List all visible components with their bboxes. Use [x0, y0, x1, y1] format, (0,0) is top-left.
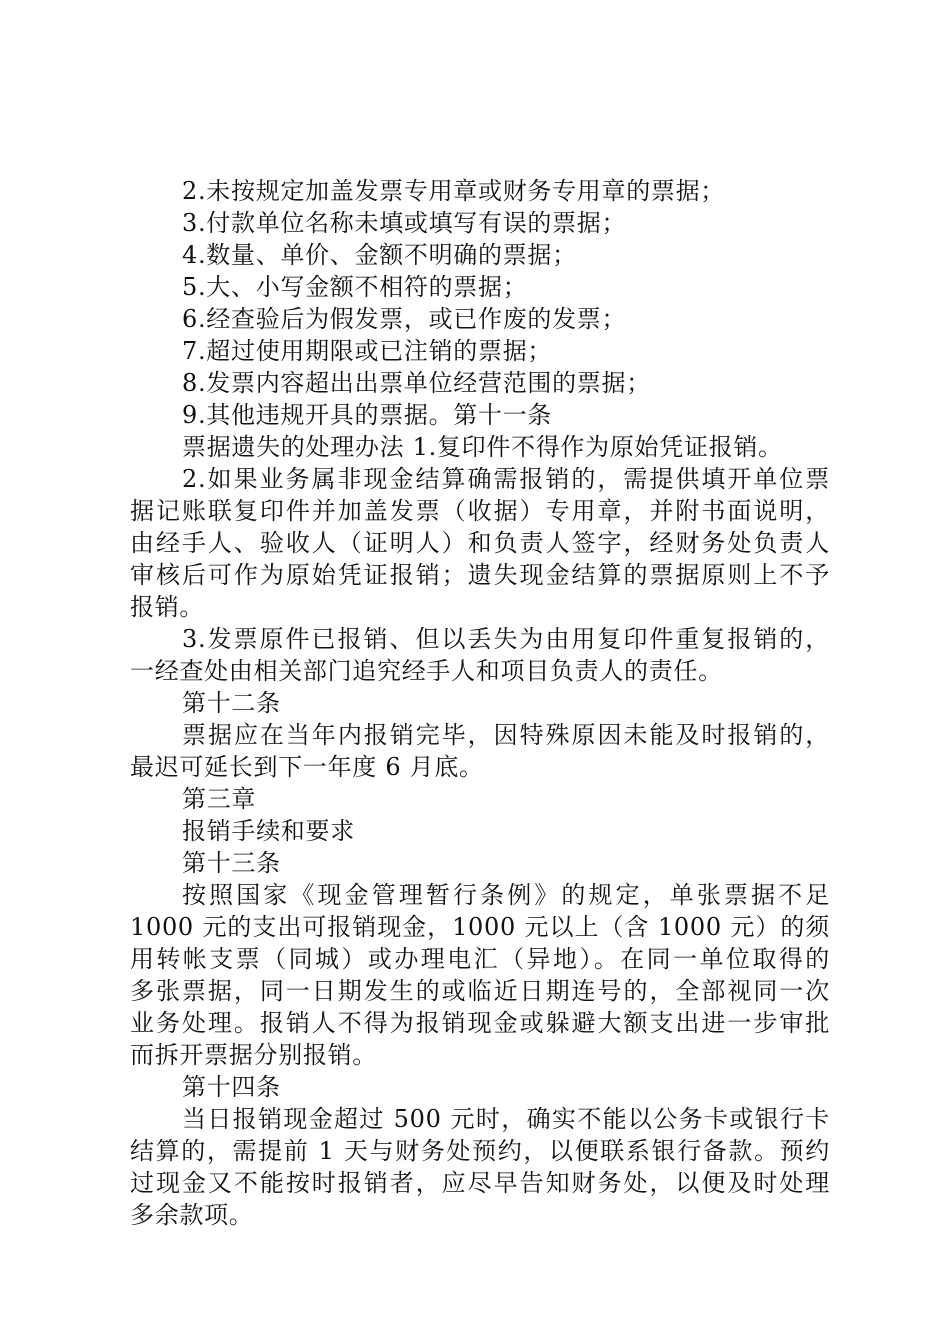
text-line: 审核后可作为原始凭证报销；遗失现金结算的票据原则上不予 — [130, 561, 830, 589]
text-line: 结算的，需提前 1 天与财务处预约，以便联系银行备款。预约 — [130, 1137, 830, 1165]
text-line: 多余款项。 — [130, 1201, 254, 1229]
text-line: 3.发票原件已报销、但以丢失为由用复印件重复报销的， — [182, 625, 830, 653]
text-line: 9.其他违规开具的票据。第十一条 — [182, 401, 553, 429]
text-line: 最迟可延长到下一年度 6 月底。 — [130, 753, 484, 781]
text-line: 4.数量、单价、金额不明确的票据； — [182, 241, 577, 269]
text-line: 一经查处由相关部门追究经手人和项目负责人的责任。 — [130, 657, 723, 685]
text-line: 2.未按规定加盖发票专用章或财务专用章的票据； — [182, 177, 725, 205]
text-line: 由经手人、验收人（证明人）和负责人签字，经财务处负责人 — [130, 529, 830, 557]
text-line: 业务处理。报销人不得为报销现金或躲避大额支出进一步审批 — [130, 1009, 830, 1037]
text-line: 而拆开票据分别报销。 — [130, 1041, 377, 1069]
text-line: 7.超过使用期限或已注销的票据； — [182, 337, 553, 365]
text-line: 1000 元的支出可报销现金，1000 元以上（含 1000 元）的须 — [130, 913, 830, 941]
text-line: 按照国家《现金管理暂行条例》的规定，单张票据不足 — [182, 881, 830, 909]
document-body — [130, 175, 830, 1231]
article-heading: 第十二条 — [182, 689, 281, 717]
text-line: 用转帐支票（同城）或办理电汇（异地）。在同一单位取得的 — [130, 945, 830, 973]
text-line: 8.发票内容超出出票单位经营范围的票据； — [182, 369, 651, 397]
text-line: 票据应在当年内报销完毕，因特殊原因未能及时报销的， — [182, 721, 830, 749]
text-line: 据记账联复印件并加盖发票（收据）专用章，并附书面说明， — [130, 497, 830, 525]
text-line: 3.付款单位名称未填或填写有误的票据； — [182, 209, 627, 237]
chapter-heading: 第三章 — [182, 785, 257, 813]
text-line: 当日报销现金超过 500 元时，确实不能以公务卡或银行卡 — [182, 1105, 830, 1133]
article-heading: 第十三条 — [182, 849, 281, 877]
text-line: 票据遗失的处理办法 1.复印件不得作为原始凭证报销。 — [182, 433, 783, 461]
text-line: 6.经查验后为假发票，或已作废的发票； — [182, 305, 627, 333]
text-line: 5.大、小写金额不相符的票据； — [182, 273, 528, 301]
text-line: 过现金又不能按时报销者，应尽早告知财务处，以便及时处理 — [130, 1169, 830, 1197]
chapter-title: 报销手续和要求 — [182, 817, 355, 845]
text-line: 报销。 — [130, 593, 205, 621]
article-heading: 第十四条 — [182, 1073, 281, 1101]
text-line: 多张票据，同一日期发生的或临近日期连号的，全部视同一次 — [130, 977, 830, 1005]
text-line: 2.如果业务属非现金结算确需报销的，需提供填开单位票 — [182, 465, 830, 493]
